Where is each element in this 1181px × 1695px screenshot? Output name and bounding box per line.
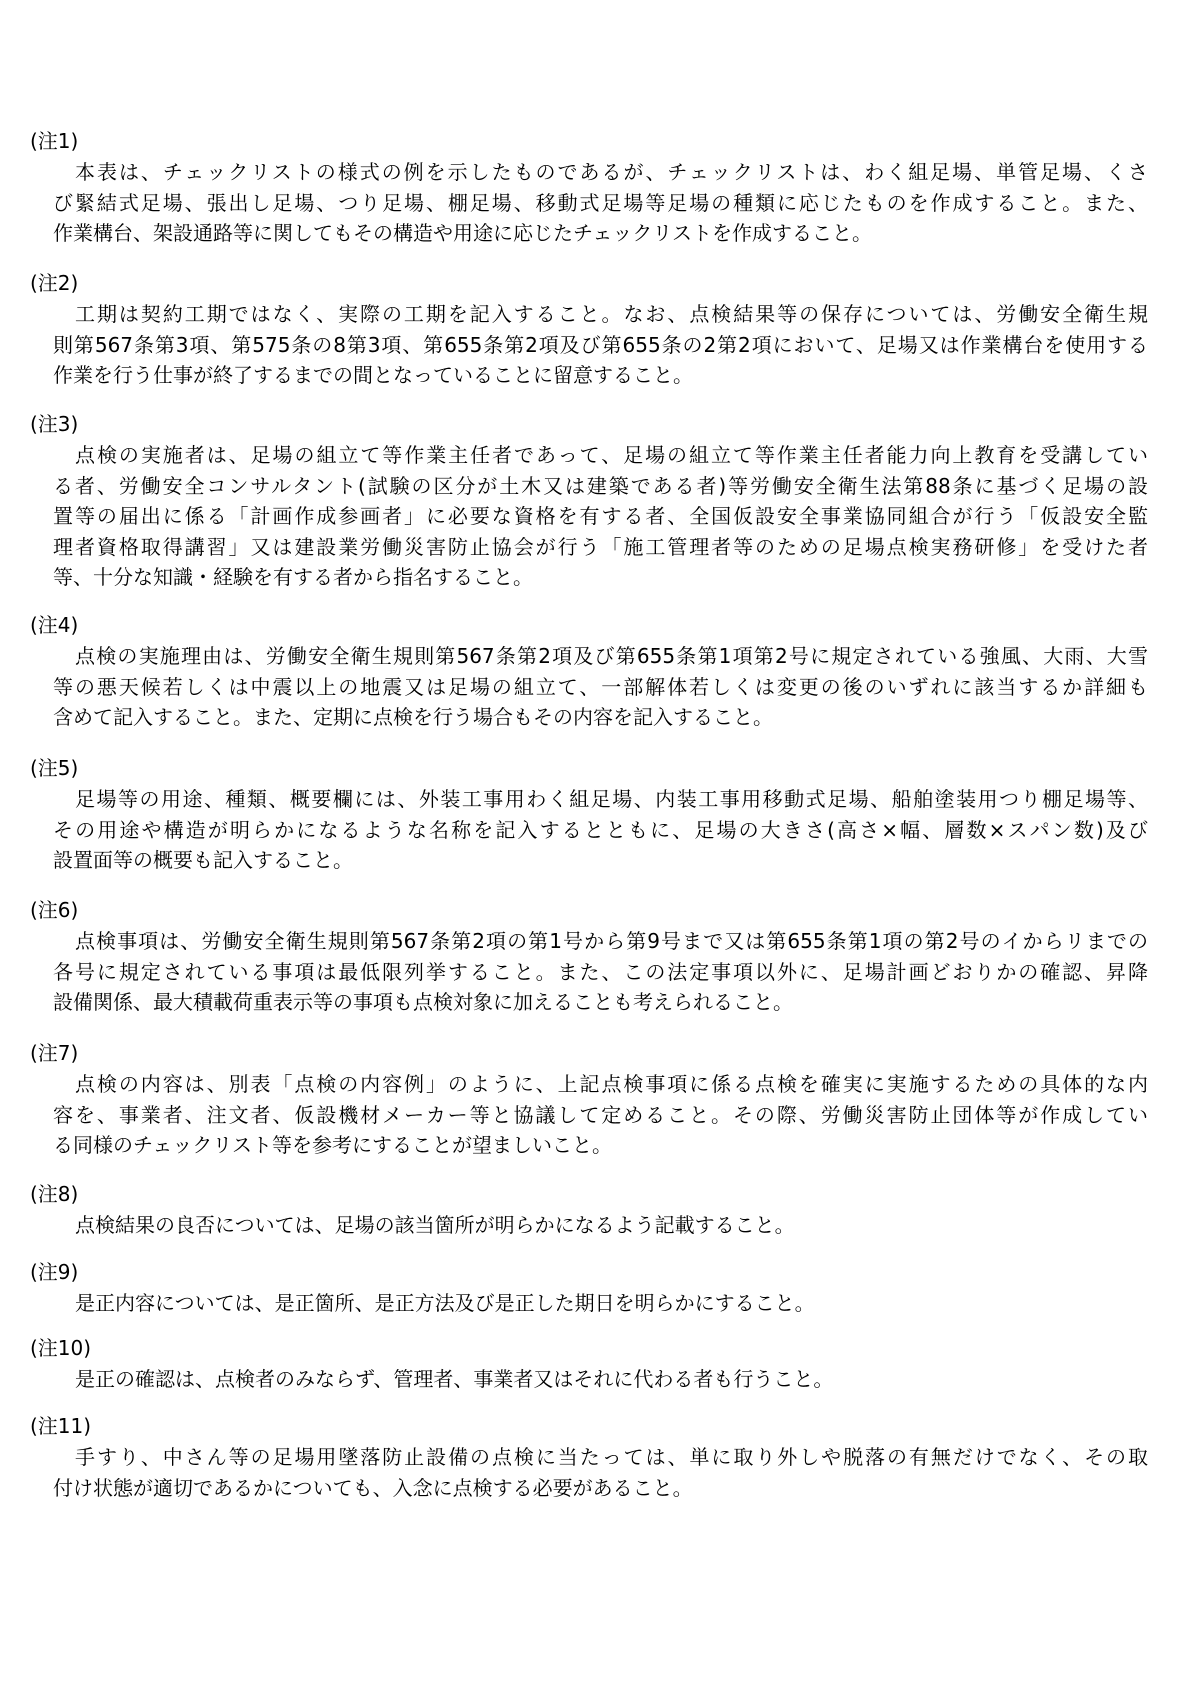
note-text-line: 設置面等の概要も記入すること。 xyxy=(53,848,353,872)
note-text-line: 点検の実施理由は、労働安全衛生規則第567条第2項及び第655条第1項第2号に規定されている強風、大雨、大雪 xyxy=(75,644,1148,668)
note-text-line: 置等の届出に係る「計画作成参画者」に必要な資格を有する者、全国仮設安全事業協同組合が行う「仮設安全監 xyxy=(53,504,1148,528)
note-label: (注3) xyxy=(30,412,79,436)
note-text-line: 付け状態が適切であるかについても、入念に点検する必要があること。 xyxy=(53,1475,693,1500)
note-label: (注9) xyxy=(30,1260,79,1284)
note-text-line: 等の悪天候若しくは中震以上の地震又は足場の組立て、一部解体若しくは変更の後のいずれに該当するか詳細も xyxy=(53,674,1148,699)
note-text-line: 工期は契約工期ではなく、実際の工期を記入すること。なお、点検結果等の保存については、労働安全衛生規 xyxy=(75,302,1148,326)
note-text-line: 足場等の用途、種類、概要欄には、外装工事用わく組足場、内装工事用移動式足場、船舶塗装用つり棚足場等、 xyxy=(75,787,1148,811)
note-label: (注2) xyxy=(30,271,79,295)
note-text-line: 作業を行う仕事が終了するまでの間となっていることに留意すること。 xyxy=(53,363,693,387)
note-label: (注10) xyxy=(30,1336,92,1360)
note-text-line: 設備関係、最大積載荷重表示等の事項も点検対象に加えることも考えられること。 xyxy=(53,990,793,1014)
note-label: (注8) xyxy=(30,1182,79,1206)
note-text-line: 点検の実施者は、足場の組立て等作業主任者であって、足場の組立て等作業主任者能力向上教育を受講してい xyxy=(75,443,1148,467)
note-label: (注1) xyxy=(30,129,79,153)
note-text-line: 是正の確認は、点検者のみならず、管理者、事業者又はそれに代わる者も行うこと。 xyxy=(75,1367,834,1391)
note-text-line: び緊結式足場、張出し足場、つり足場、棚足場、移動式足場等足場の種類に応じたものを作成すること。また、 xyxy=(53,190,1148,215)
note-text-line: 点検結果の良否については、足場の該当箇所が明らかになるよう記載すること。 xyxy=(75,1213,795,1237)
note-label: (注4) xyxy=(30,613,79,637)
note-label: (注11) xyxy=(30,1414,92,1438)
note-text-line: 手すり、中さん等の足場用墜落防止設備の点検に当たっては、単に取り外しや脱落の有無だけでなく、その取 xyxy=(75,1445,1148,1469)
note-text-line: 点検事項は、労働安全衛生規則第567条第2項の第1号から第9号まで又は第655条第1項の第2号のイからリまでの xyxy=(75,929,1148,953)
note-text-line: る同様のチェックリスト等を参考にすることが望ましいこと。 xyxy=(53,1133,612,1157)
note-text-line: 容を、事業者、注文者、仮設機材メーカー等と協議して定めること。その際、労働災害防止団体等が作成してい xyxy=(53,1102,1148,1127)
note-text-line: その用途や構造が明らかになるような名称を記入するとともに、足場の大きさ(高さ×幅、層数×スパン数)及び xyxy=(53,817,1148,842)
note-label: (注5) xyxy=(30,756,79,780)
note-text-line: 本表は、チェックリストの様式の例を示したものであるが、チェックリストは、わく組足場、単管足場、くさ xyxy=(75,160,1148,184)
note-text-line: 是正内容については、是正箇所、是正方法及び是正した期日を明らかにすること。 xyxy=(75,1291,815,1315)
note-text-line: 理者資格取得講習」又は建設業労働災害防止協会が行う「施工管理者等のための足場点検実務研修」を受けた者 xyxy=(53,534,1148,559)
note-label: (注6) xyxy=(30,898,79,922)
note-text-line: 各号に規定されている事項は最低限列挙すること。また、この法定事項以外に、足場計画どおりかの確認、昇降 xyxy=(53,959,1148,984)
note-text-line: 等、十分な知識・経験を有する者から指名すること。 xyxy=(53,565,533,589)
note-text-line: 点検の内容は、別表「点検の内容例」のように、上記点検事項に係る点検を確実に実施するための具体的な内 xyxy=(75,1072,1148,1096)
note-text-line: る者、労働安全コンサルタント(試験の区分が土木又は建築である者)等労働安全衛生法第88条に基づく足場の設 xyxy=(53,473,1148,498)
note-text-line: 則第567条第3項、第575条の8第3項、第655条第2項及び第655条の2第2項において、足場又は作業構台を使用する xyxy=(53,332,1148,357)
note-text-line: 含めて記入すること。また、定期に点検を行う場合もその内容を記入すること。 xyxy=(53,705,773,729)
note-text-line: 作業構台、架設通路等に関してもその構造や用途に応じたチェックリストを作成すること。 xyxy=(53,221,872,245)
note-label: (注7) xyxy=(30,1041,79,1065)
